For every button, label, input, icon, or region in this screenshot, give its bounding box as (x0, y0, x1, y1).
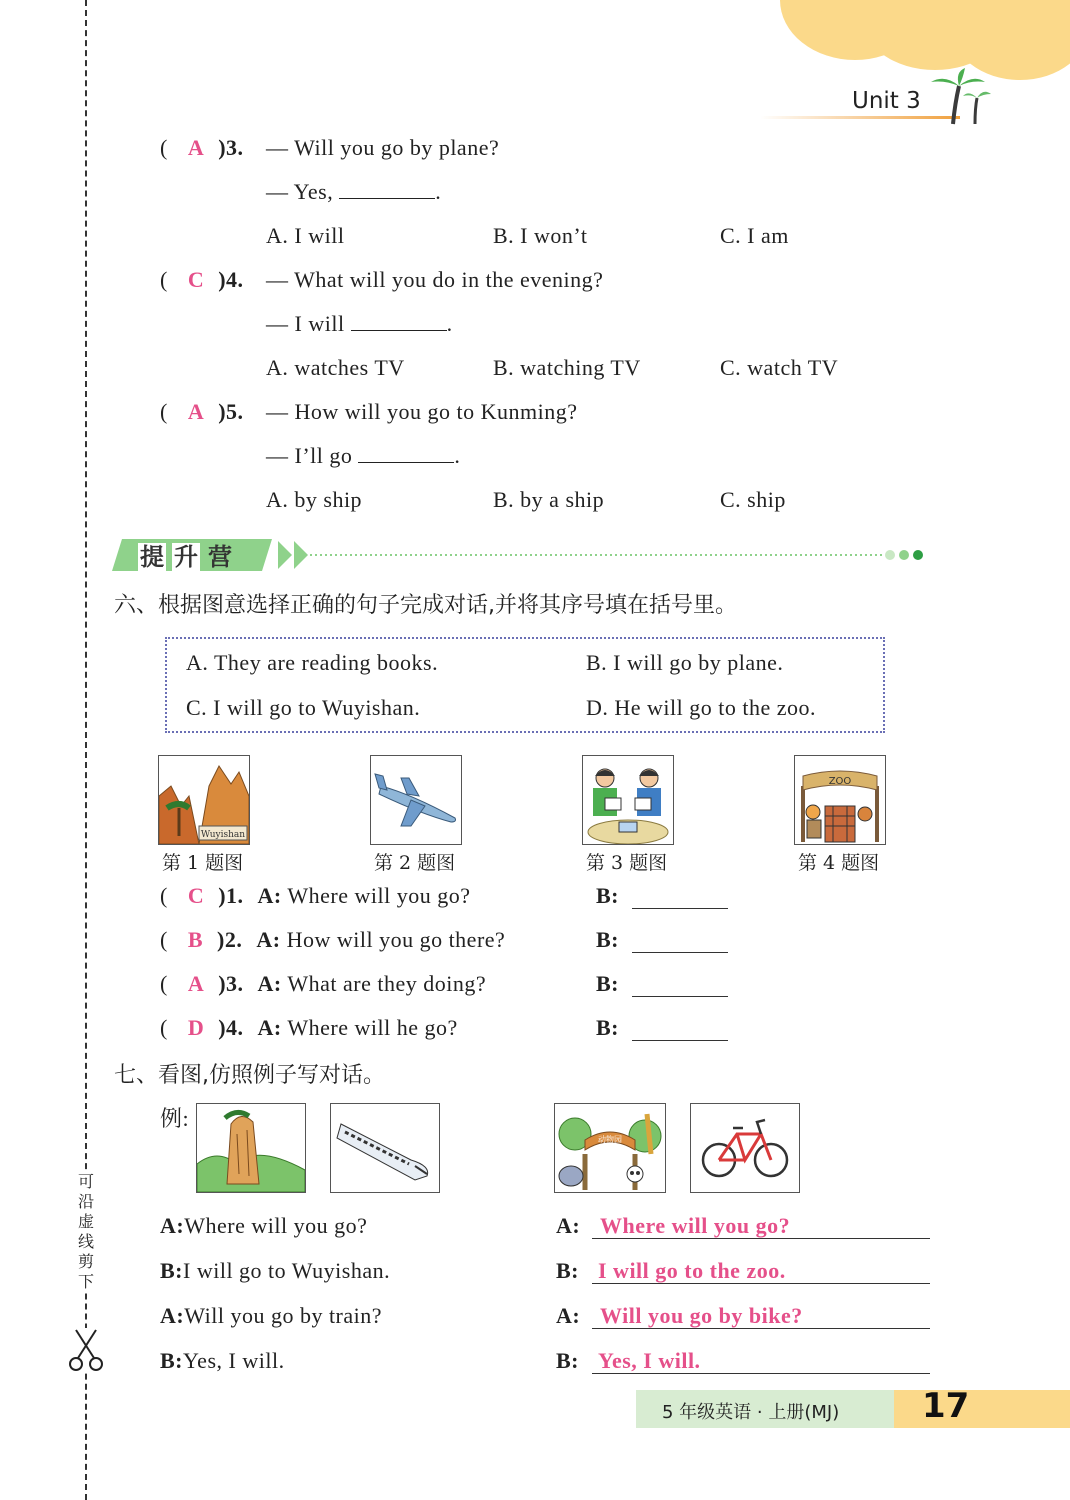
unit-label: Unit 3 (852, 88, 921, 114)
picture-4-caption: 第 4 题图 (798, 852, 880, 874)
example-line-2: B:I will go to Wuyishan. (160, 1258, 391, 1283)
answer-speaker: B: (556, 1258, 579, 1283)
answer-blank[interactable] (358, 444, 454, 463)
side-note: 可 沿 虚 线 剪 下 (77, 1172, 94, 1291)
answer-line-3[interactable]: Will you go by bike? (600, 1303, 803, 1328)
option-c: C. I will go to Wuyishan. (186, 695, 421, 720)
question-number: )5. (218, 399, 244, 424)
zoo-sign: ZOO (828, 776, 852, 787)
footer-book-title: 5 年级英语 · 上册(MJ) (662, 1402, 840, 1423)
answer-line-4[interactable]: Yes, I will. (598, 1348, 701, 1373)
answer-blank[interactable] (632, 952, 728, 953)
palm-tree-icon (925, 68, 995, 130)
response-line: — I’ll go . (266, 443, 461, 468)
option-b: B. watching TV (493, 355, 641, 380)
option-c: C. ship (720, 487, 786, 512)
question-text: — What will you do in the evening? (266, 267, 604, 292)
option-a: A. They are reading books. (186, 650, 439, 675)
answer-blank[interactable] (632, 908, 728, 909)
option-a: A. watches TV (266, 355, 405, 380)
example-train-picture (330, 1103, 440, 1193)
answer-blank[interactable] (339, 180, 435, 199)
b-line-2: B: (596, 927, 619, 952)
zoo-gate-sign: 动物园 (598, 1135, 622, 1144)
picture-3-caption: 第 3 题图 (586, 852, 668, 874)
answer-speaker: A: (556, 1213, 581, 1238)
question-text: — Will you go by plane? (266, 135, 500, 160)
answer-speaker: A: (556, 1303, 581, 1328)
option-c: C. watch TV (720, 355, 839, 380)
banner-title: 提 升 营 (140, 543, 232, 571)
option-b: B. by a ship (493, 487, 605, 512)
option-b: B. I will go by plane. (586, 650, 784, 675)
answer-blank[interactable] (632, 1040, 728, 1041)
wuyishan-sign: Wuyishan (200, 830, 246, 840)
response-line: — I will . (266, 311, 453, 336)
page-number: 17 (922, 1386, 970, 1426)
option-c: C. I am (720, 223, 789, 248)
option-b: B. I won’t (493, 223, 588, 248)
question-3: ( A )3. (160, 135, 244, 160)
answer-line-2[interactable]: I will go to the zoo. (598, 1258, 786, 1283)
option-d: D. He will go to the zoo. (586, 695, 817, 720)
example-line-1: A:Where will you go? (160, 1213, 368, 1238)
section-6-title: 六、根据图意选择正确的句子完成对话,并将其序号填在括号里。 (114, 593, 737, 618)
question-5: ( A )5. (160, 399, 244, 424)
option-a: A. I will (266, 223, 345, 248)
example-label: 例: (160, 1106, 190, 1131)
picture-4-zoo (794, 755, 886, 845)
answer-mark: A (187, 399, 205, 424)
item-2: ( B )2. A: How will you go there? (160, 927, 506, 952)
question-4: ( C )4. (160, 267, 244, 292)
answer-mark: B (187, 927, 204, 952)
answer-mark: C (187, 267, 205, 292)
picture-1-caption: 第 1 题图 (162, 852, 244, 874)
question-number: )3. (218, 135, 244, 160)
footer-page-box (894, 1390, 1070, 1428)
question-number: )4. (218, 267, 244, 292)
example-line-4: B:Yes, I will. (160, 1348, 285, 1373)
answer-underline (592, 1373, 930, 1374)
answer-mark: C (187, 883, 205, 908)
example-mountain-picture (196, 1103, 306, 1193)
b-line-3: B: (596, 971, 619, 996)
answer-underline (592, 1328, 930, 1329)
b-line-4: B: (596, 1015, 619, 1040)
picture-2-caption: 第 2 题图 (374, 852, 456, 874)
section-7-title: 七、看图,仿照例子写对话。 (114, 1063, 385, 1088)
picture-2-plane (370, 755, 462, 845)
picture-1-mountain (158, 755, 250, 845)
answer-underline (592, 1238, 930, 1239)
option-a: A. by ship (266, 487, 363, 512)
bike-picture (690, 1103, 800, 1193)
answer-blank[interactable] (632, 996, 728, 997)
answer-mark: D (187, 1015, 205, 1040)
answer-speaker: B: (556, 1348, 579, 1373)
example-line-3: A:Will you go by train? (160, 1303, 383, 1328)
item-3: ( A )3. A: What are they doing? (160, 971, 487, 996)
picture-3-reading (582, 755, 674, 845)
answer-mark: A (187, 135, 205, 160)
scissors-icon (68, 1328, 104, 1372)
answer-mark: A (187, 971, 205, 996)
answer-underline (592, 1283, 930, 1284)
answer-line-1[interactable]: Where will you go? (600, 1213, 791, 1238)
answer-blank[interactable] (351, 312, 447, 331)
section-banner (112, 535, 932, 575)
response-line: — Yes, . (266, 179, 442, 204)
item-1: ( C )1. A: Where will you go? (160, 883, 471, 908)
b-line-1: B: (596, 883, 619, 908)
item-4: ( D )4. A: Where will he go? (160, 1015, 458, 1040)
zoo-gate-picture (554, 1103, 666, 1193)
question-text: — How will you go to Kunming? (266, 399, 578, 424)
